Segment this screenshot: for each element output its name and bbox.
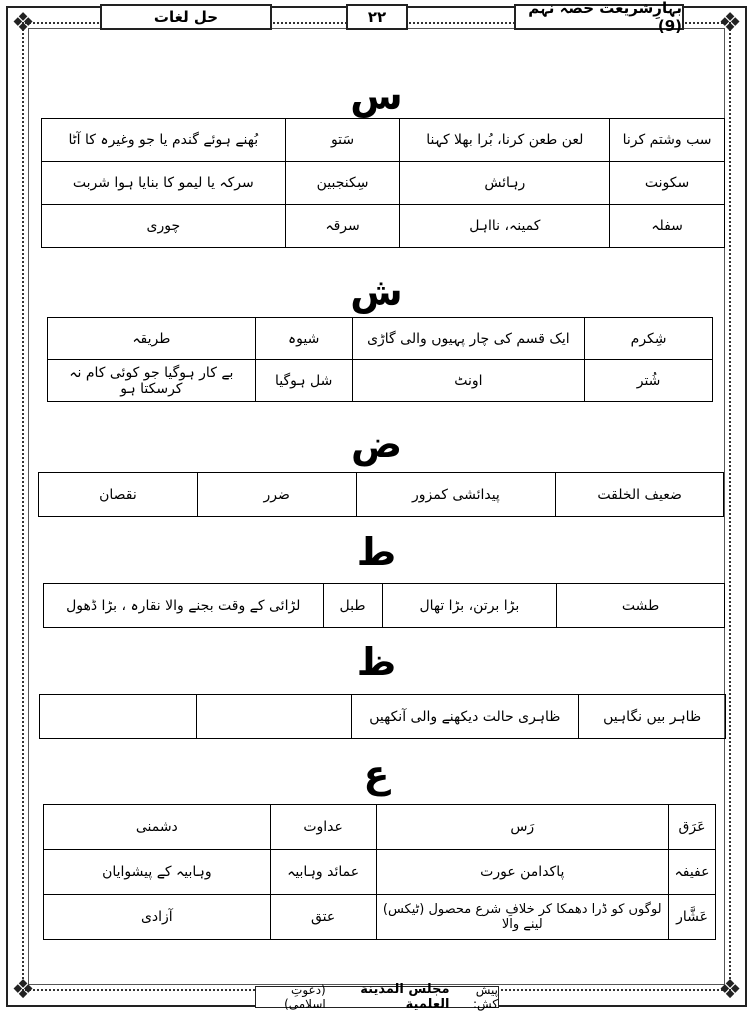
word-cell: شُتر (585, 360, 713, 402)
letter-heading: ط (356, 530, 397, 574)
word-cell: سکونت (610, 162, 725, 205)
meaning-cell: بڑا برتن، بڑا تھال (382, 584, 557, 628)
corner-ornament-icon: ❖ (718, 8, 742, 38)
word-cell: سِکنجبین (285, 162, 400, 205)
glossary-table (43, 583, 725, 628)
table-row (39, 473, 724, 517)
meaning-cell: ایک قسم کی چار پہیوں والی گاڑی (352, 318, 585, 360)
word-cell: سرقہ (285, 205, 400, 248)
footer-prefix: پیش کش: (472, 983, 498, 1011)
table-row (44, 805, 716, 850)
meaning-cell: لڑائی کے وقت بجنے والا نقارہ ، بڑا ڈھول (44, 584, 324, 628)
meaning-cell: چوری (42, 205, 286, 248)
table-row (42, 205, 725, 248)
meaning-cell: وہابیہ کے پیشوایان (44, 850, 271, 895)
meaning-cell: سرکہ یا لیمو کا بنایا ہوا شربت (42, 162, 286, 205)
corner-ornament-icon: ❖ (11, 8, 35, 38)
table-row (44, 850, 716, 895)
glossary-table (47, 317, 713, 402)
word-cell: عفیفہ (669, 850, 716, 895)
meaning-cell: رَس (376, 805, 668, 850)
meaning-cell: اونٹ (352, 360, 585, 402)
footer-credit (255, 982, 499, 1012)
table-row (48, 360, 713, 402)
word-cell: عَرَق (669, 805, 716, 850)
letter-heading: ع (363, 752, 390, 796)
meaning-cell: طریقہ (48, 318, 256, 360)
meaning-cell: پاکدامن عورت (376, 850, 668, 895)
meaning-cell: کمینہ، نااہل (400, 205, 610, 248)
page-number: ۲۲ (346, 4, 408, 30)
glossary-table (39, 694, 726, 739)
meaning-cell: بُھنے ہوئے گندم یا جو وغیرہ کا آٹا (42, 119, 286, 162)
table-row (40, 695, 726, 739)
section-title: حل لغات (100, 4, 272, 30)
table-row (44, 584, 725, 628)
word-cell: سب وشتم کرنا (610, 119, 725, 162)
word-cell: سَتو (285, 119, 400, 162)
letter-heading: ش (350, 270, 403, 314)
meaning-cell: رہائش (400, 162, 610, 205)
glossary-table (41, 118, 725, 248)
letter-heading: ظ (356, 640, 397, 684)
corner-ornament-icon: ❖ (11, 975, 35, 1005)
word-cell (196, 695, 351, 739)
meaning-cell: پیدائشی کمزور (356, 473, 556, 517)
word-cell: عتق (270, 895, 376, 940)
glossary-table (38, 472, 724, 517)
table-row (42, 162, 725, 205)
meaning-cell: لعن طعن کرنا، بُرا بھلا کہنا (400, 119, 610, 162)
table-row (42, 119, 725, 162)
word-cell: سفلہ (610, 205, 725, 248)
word-cell: عداوت (270, 805, 376, 850)
word-cell: طبل (323, 584, 382, 628)
word-cell: شِکرم (585, 318, 713, 360)
word-cell: شیوہ (255, 318, 352, 360)
corner-ornament-icon: ❖ (718, 975, 742, 1005)
word-cell: عَشَّار (669, 895, 716, 940)
letter-heading: س (350, 74, 403, 118)
meaning-cell (40, 695, 197, 739)
meaning-cell: بے کار ہوگیا جو کوئی کام نہ کرسکتا ہو (48, 360, 256, 402)
word-cell: شل ہوگیا (255, 360, 352, 402)
letter-heading: ض (350, 422, 403, 466)
word-cell: ضرر (197, 473, 356, 517)
footer-suffix: (دعوتِ اسلامی) (284, 983, 326, 1011)
table-row (44, 895, 716, 940)
meaning-cell: ظاہری حالت دیکھنے والی آنکھیں (351, 695, 579, 739)
book-title: بہارِشریعت حصہ نہم (9) (514, 4, 684, 30)
table-row (48, 318, 713, 360)
word-cell: ظاہر بیں نگاہیں (579, 695, 726, 739)
word-cell: عمائد وہابیہ (270, 850, 376, 895)
meaning-cell: لوگوں کو ڈرا دھمکا کر خلافِ شرع محصول (ٹیکس) لینے والا (376, 895, 668, 940)
meaning-cell: دشمنی (44, 805, 271, 850)
footer-org: مجلس المدینة العلمیة (360, 982, 450, 1012)
word-cell: ضعیف الخلقت (556, 473, 724, 517)
word-cell: طشت (557, 584, 725, 628)
meaning-cell: نقصان (39, 473, 198, 517)
meaning-cell: آزادی (44, 895, 271, 940)
glossary-table (43, 804, 716, 940)
